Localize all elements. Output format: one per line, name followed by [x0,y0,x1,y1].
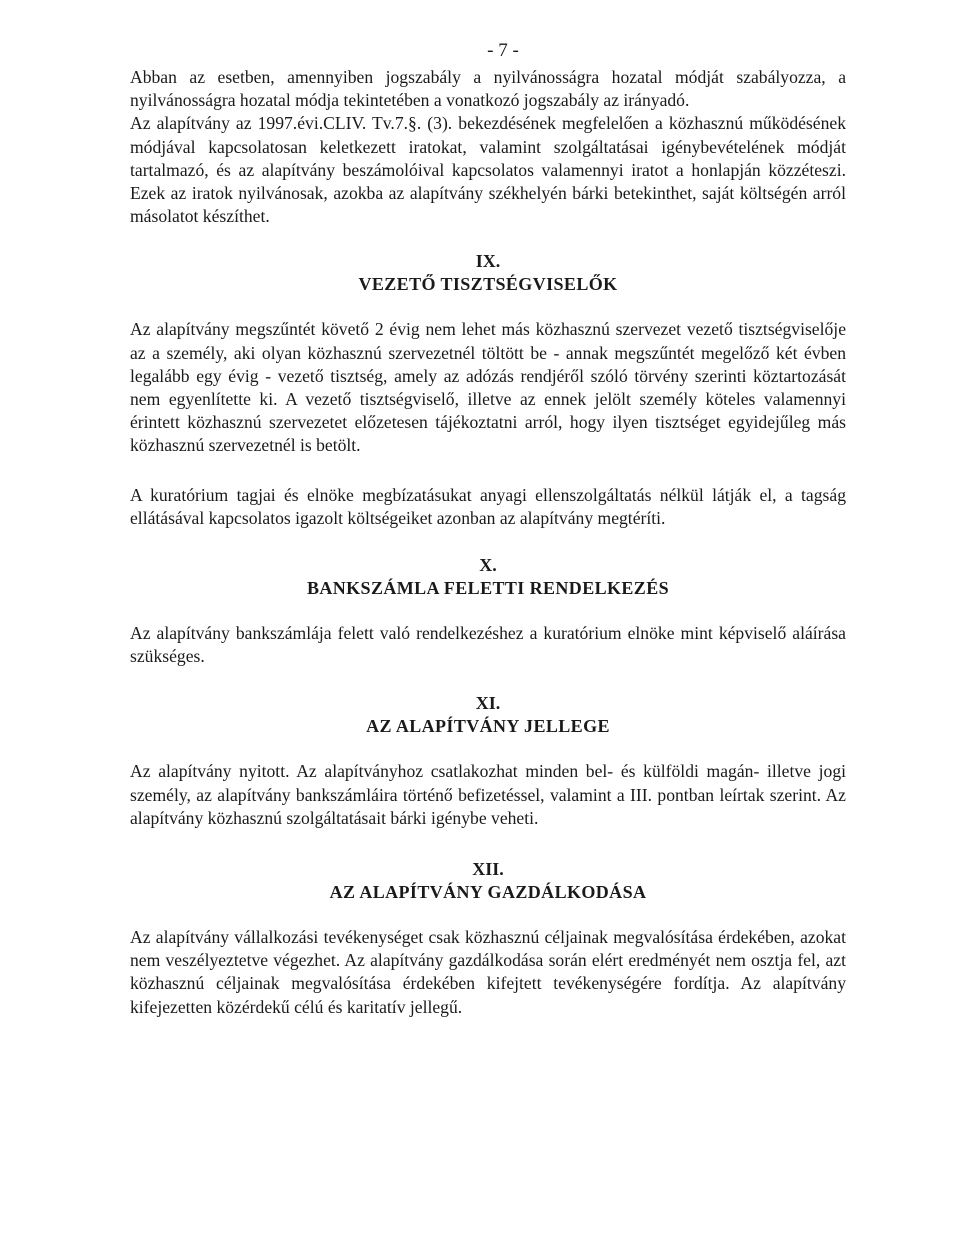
section-title: AZ ALAPÍTVÁNY GAZDÁLKODÁSA [329,882,647,903]
section-number: X. [479,555,497,576]
section-xi [130,692,846,830]
section-title: BANKSZÁMLA FELETTI RENDELKEZÉS [306,578,670,599]
section-x [130,554,846,668]
section-paragraph: A kuratórium tagjai és elnöke megbízatásukat anyagi ellenszolgáltatás nélkül látják el, a tagság ellátásával kapcsolatos igazolt költségeiket azonban az alapítvány megtéríti. [130,484,846,528]
section-xii [130,858,846,1019]
intro-paragraph-2: Az alapítvány az 1997.évi.CLIV. Tv.7.§. (3). bekezdésének megfelelően a közhasznú működésének módjával kapcsolatosan keletkezett iratokat, valamint szolgáltatásai igénybevételének módját tartalmazó, és az alapítvány beszámolóival kapcsolatos valamennyi iratot a honlapján közzéteszi. Ezek az iratok nyilvánosak, azokba az alapítvány székhelyén bárki betekinthet, saját költségén arról másolatot készíthet. [130,113,846,227]
section-paragraph: Az alapítvány nyitott. Az alapítványhoz csatlakozhat minden bel- és külföldi magán- illetve jogi személy, az alapítvány bankszámláira történő befizetéssel, valamint a III. pontban leírtak szerint. Az alapítvány közhasznú szolgáltatásait bárki igénybe veheti. [130,761,846,828]
section-paragraph: Az alapítvány megszűntét követő 2 évig nem lehet más közhasznú szervezet vezető tisztségviselője az a személy, aki olyan közhasznú szervezetnél töltött be - annak megszűntét megelőző két évben legalább egy évig - vezető tisztség, amely az adózás rendjéről szóló törvény szerinti köztartozását nem egyenlítette ki. A vezető tisztségviselő, illetve az ennek jelölt személy köteles valamennyi érintett közhasznú szervezetet előzetesen tájékoztatni arról, hogy ilyen tisztséget egyidejűleg más közhasznú szervezetnél is betölt. [130,319,846,456]
intro-paragraph-1: Abban az esetben, amennyiben jogszabály a nyilvánosságra hozatal módját szabályozza, a nyilvánosságra hozatal módja tekintetében a vonatkozó jogszabály az irányadó. [130,67,846,111]
section-paragraph: Az alapítvány bankszámlája felett való rendelkezéshez a kuratórium elnöke mint képviselő aláírása szükséges. [130,623,846,667]
section-paragraph: Az alapítvány vállalkozási tevékenységet csak közhasznú céljainak megvalósítása érdekében, azokat nem veszélyeztetve végezhet. Az alapítvány gazdálkodása során elért eredményét nem osztja fel, azt közhasznú céljainak megvalósítása érdekében kifejtett tevékenységére fordítja. Az alapítvány kifejezetten közérdekű célú és karitatív jellegű. [130,927,846,1017]
page-number: - 7 - [487,40,519,61]
section-title: VEZETŐ TISZTSÉGVISELŐK [358,274,618,295]
document-page [130,40,846,1019]
section-ix [130,250,846,530]
section-number: XI. [475,693,501,714]
section-title: AZ ALAPÍTVÁNY JELLEGE [366,716,610,737]
section-number: IX. [475,251,501,272]
section-number: XII. [472,859,504,880]
